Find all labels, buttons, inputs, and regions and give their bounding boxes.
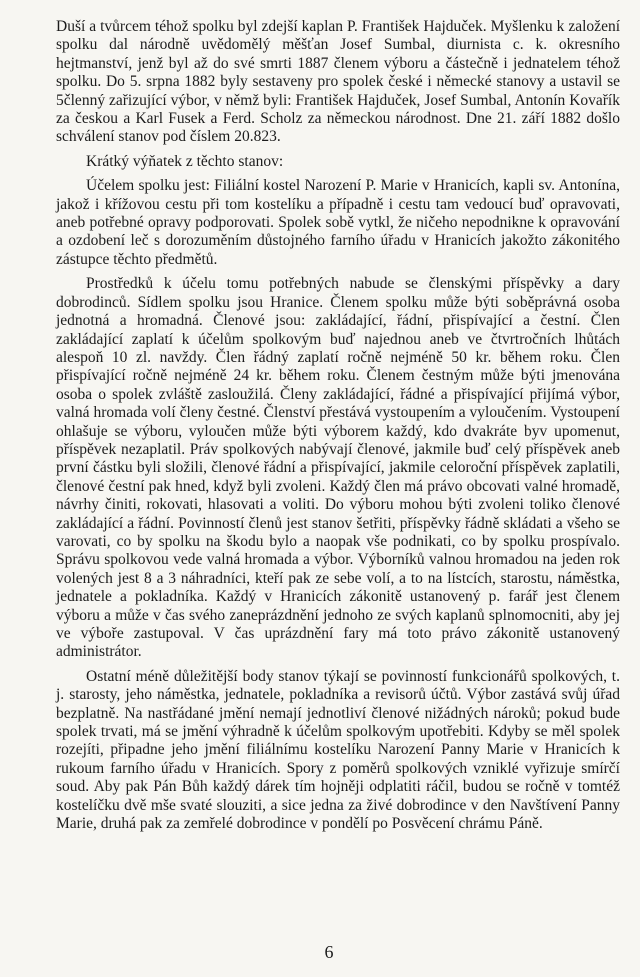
paragraph-other-provisions: Ostatní méně důležitější body stanov týkají se povinností funkcionářů spolkových, t. j. starosty, jeho náměstka, jednatele, pokladníka a revisorů účtů. Výbor zastává svůj úřad bezplatně. Na nastřádané jmění nemají jednotliví členové nižádných nároků; pokud bude spolek trvati, má se jmění výhradně k účelům spolkovým upotřebiti. Kdyby se měl spolek rozejíti, připadne jeho jmění filiálnímu kostelíku Narození Panny Marie v Hranicích k rukoum farního úřadu v Hranicích. Spory z poměrů spolkových vzniklé vyřizuje smírčí soud. Aby pak Pán Bůh každý dárek tím hojněji odplatiti ráčil, budou se ročně v tomtéž kostelíčku dvě mše svaté slouziti, a sice jedna za živé dobrodince v den Navštívení Panny Marie, druhá pak za zemřelé dobrodince v pondělí po Posvěcení chrámu Páně. [56,667,620,833]
page-number: 6 [324,942,334,962]
paragraph-purpose: Účelem spolku jest: Filiální kostel Narození P. Marie v Hranicích, kapli sv. Antonína, jakož i křížovou cestu při tom kostelíku a případně i cestu tam vedoucí buď opravovati, aneb potřebné opravy podporovati. Spolek sobě vytkl, že ničeho nepodnikne k opravování a ozdobení leč s dorozuměním důstojného farního úřadu v Hranicích jakožto zákonitého zástupce těchto předmětů. [56,177,620,268]
paragraph-statutes-intro: Krátký výňatek z těchto stanov: [86,152,284,170]
paragraph-membership: Prostředků k účelu tomu potřebných nabude se členskými příspěvky a dary dobrodinců. Sídlem spolku jsou Hranice. Členem spolku může býti soběprávná osoba jednotná a hromadná. Členové jsou: zakládající, řádní, přispívající a čestní. Člen zakládající zaplatí k účelům spolkovým buď najednou aneb ve čtvrtročních lhůtách alespoň 10 zl. navždy. Člen řádný zaplatí ročně nejméně 50 kr. během roku. Člen přispívající ročně nejméně 24 kr. během roku. Členem čestným může býti jmenována osoba o spolek zvláště zasloužilá. Členy zakládající, řádné a přispívající přijímá výbor, valná hromada volí členy čestné. Členství přestává vystoupením a vyloučením. Vystoupení ohlašuje se výboru, vyloučen může býti výborem každý, kdo dvakráte byv upomenut, příspěvek nezaplatil. Práv spolkových nabývají členové, jakmile buď celý příspěvek aneb první částku byli složili, členové řádní a přispívající, jakmile celoroční příspěvek zaplatili, členové čestní pak hned, když byli zvoleni. Každý člen má právo obcovati valné hromadě, návrhy činiti, rokovati, hlasovati a voliti. Do výboru mohou býti zvoleni toliko členové zakládající a řádní. Povinností členů jest stanov šetřiti, příspěvky řádně skládati a všeho se varovati, co by spolku na škodu bylo a naopak vše podnikati, co by spolku prospívalo. Správu spolkovou vede valná hromada a výbor. Výborníků valnou hromadou na jeden rok volených jest 8 a 3 náhradníci, kteří pak ze sebe volí, a to na lístcích, starostu, náměstka, jednatele a pokladníka. Každý v Hranicích zákonitě ustanovený p. farář jest členem výboru a může v čas svého zaneprázdnění jednoho ze svých kaplanů splnomocniti, aby jej ve výboře zastupoval. V čas uprázdnění fary má toto právo zákonitě ustanovený administrátor. [56,275,620,661]
paragraph-founders: Duší a tvůrcem téhož spolku byl zdejší kaplan P. František Hajduček. Myšlenku k založení spolku dal národně uvědomělý měšťan Josef Sumbal, diurnista c. k. okresního hejtmanství, jenž byl až do své smrti 1887 členem výboru a částečně i jednatelem téhož spolku. Do 5. srpna 1882 byly sestaveny pro spolek české i německé stanovy a ustavil se 5členný zařizující výbor, v němž byli: František Hajduček, Josef Sumbal, Antonín Kovařík za českou a Karl Fusek a Ferd. Scholz za německou národnost. Dne 21. září 1882 došlo schválení stanov pod číslem 20.823. [56,18,620,146]
